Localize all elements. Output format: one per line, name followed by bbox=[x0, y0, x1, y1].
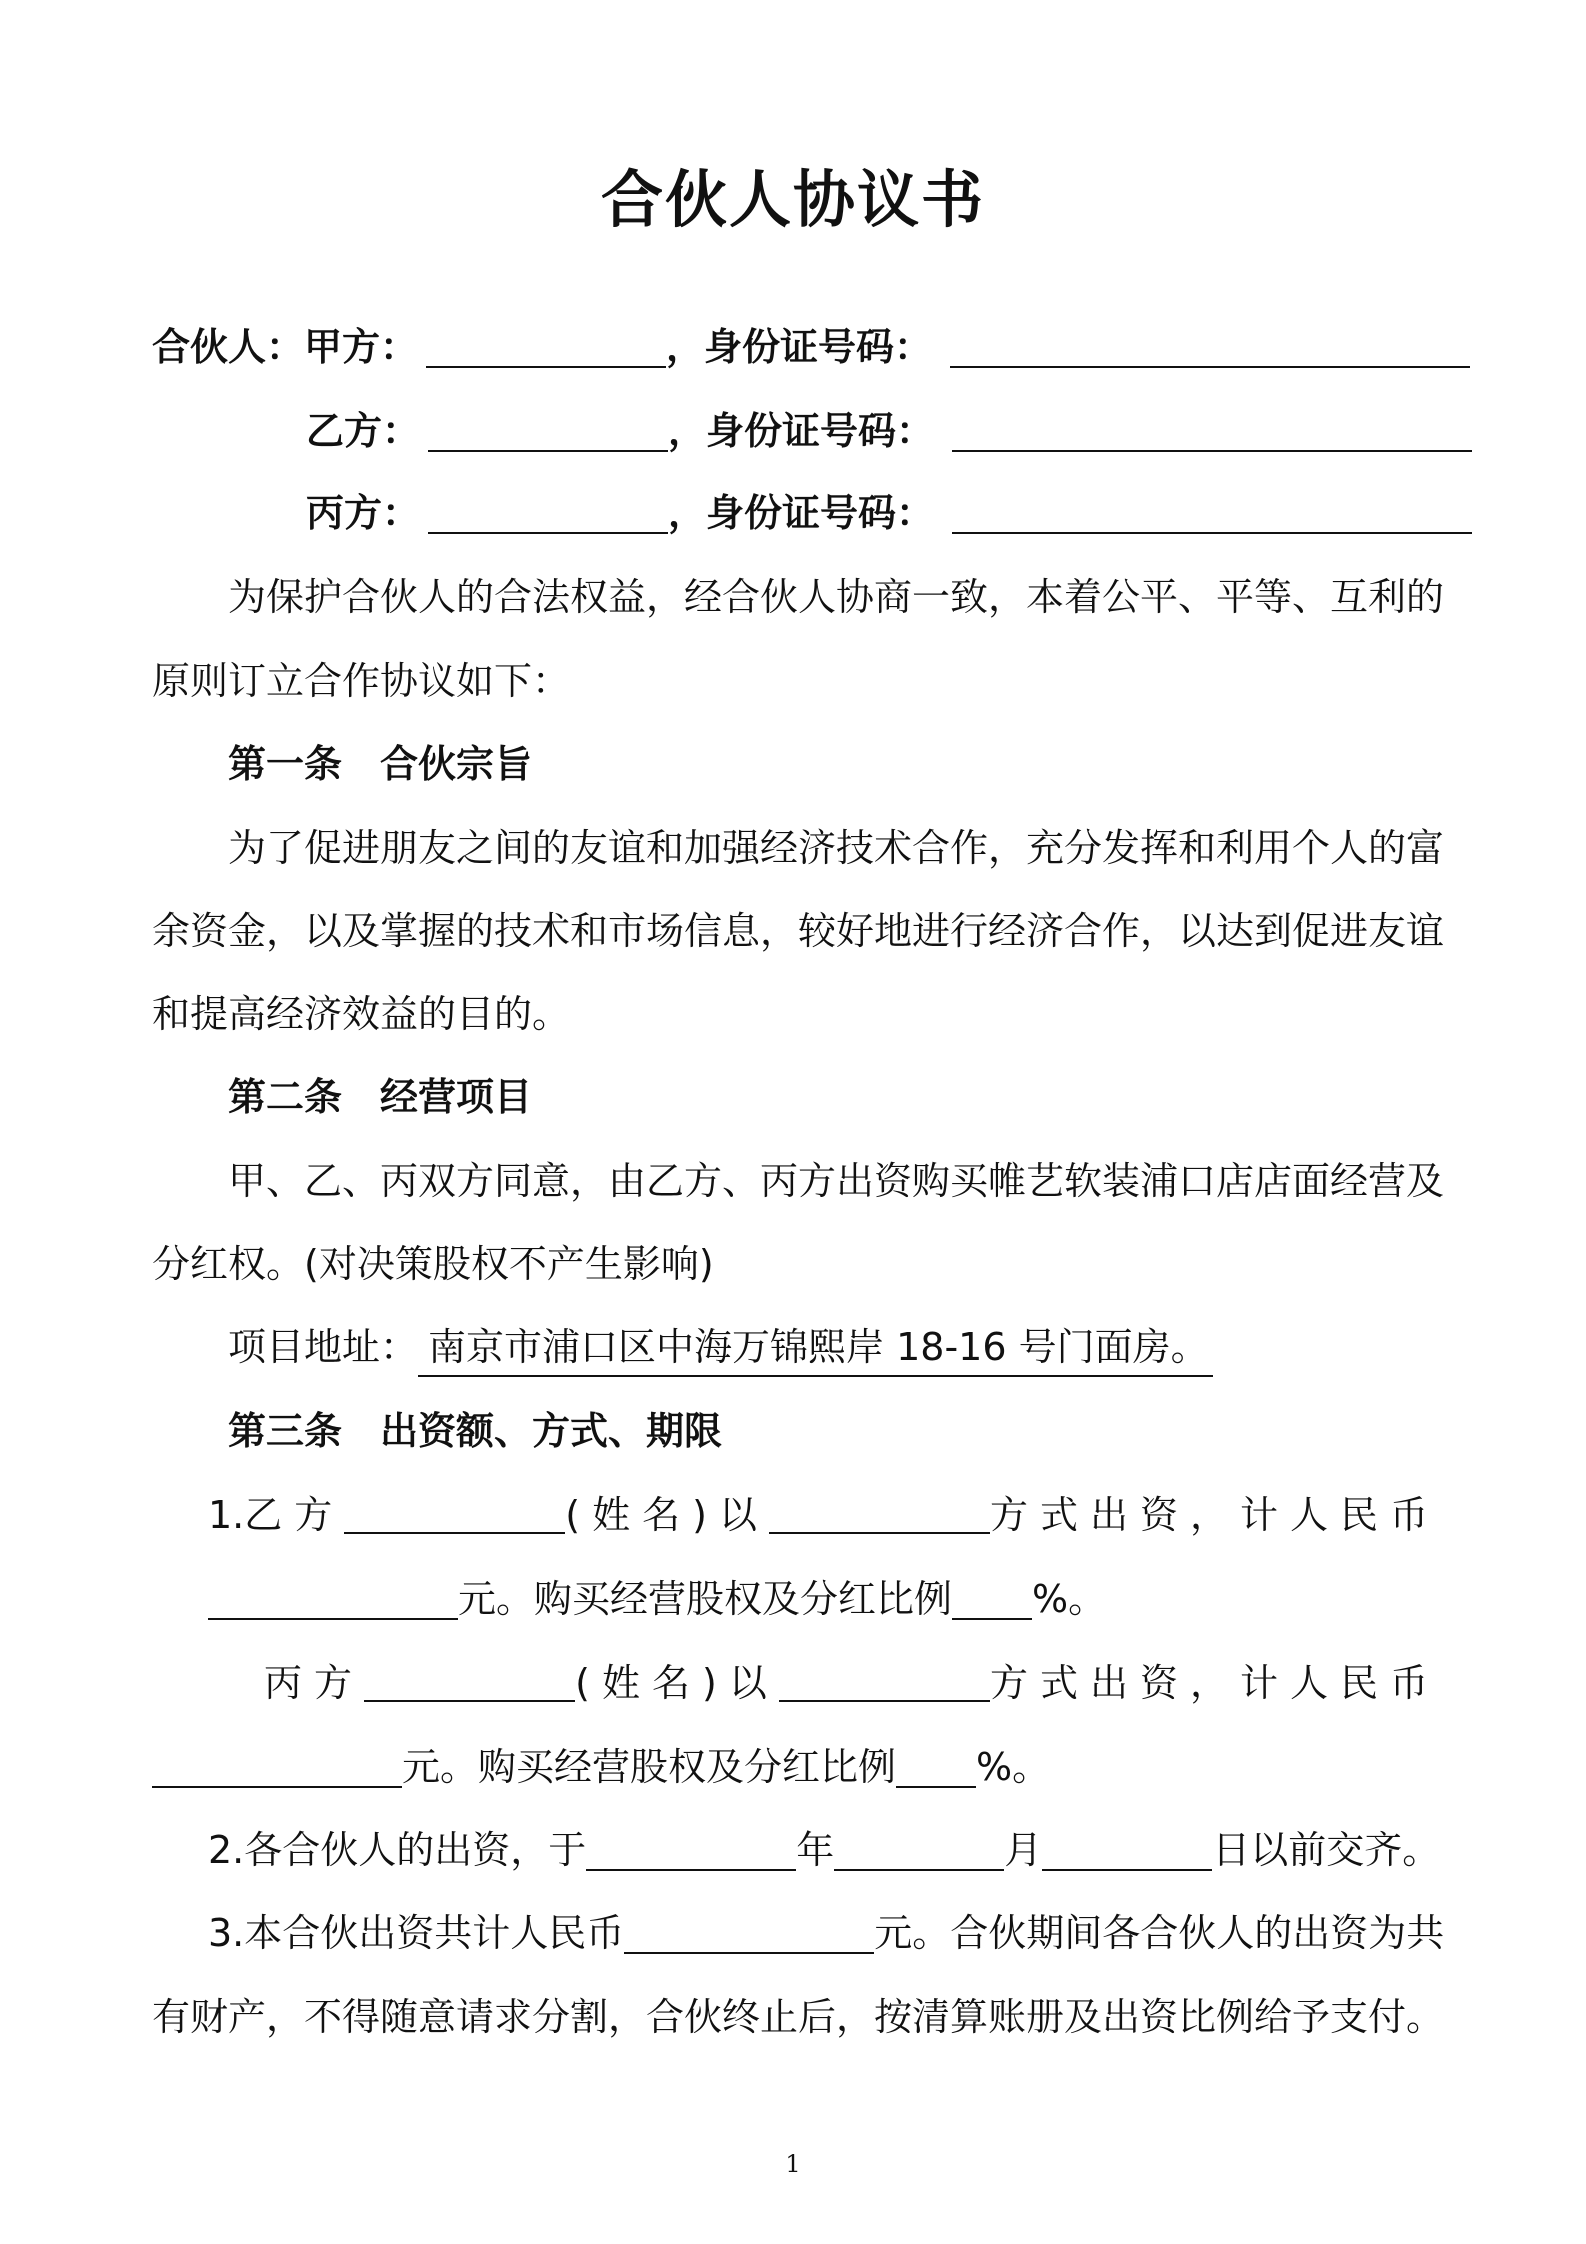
item-1-percent: %。 bbox=[1032, 1577, 1107, 1621]
item-1b-amount-blank[interactable] bbox=[152, 1776, 402, 1788]
article-3-heading-sub: 出资额、方式、期限 bbox=[380, 1409, 723, 1453]
party-a-id-blank[interactable] bbox=[950, 356, 1470, 368]
item-1b-percent: %。 bbox=[976, 1745, 1051, 1789]
party-b-id-blank[interactable] bbox=[952, 440, 1472, 452]
item-1-name-part: (姓名)以 bbox=[565, 1493, 769, 1537]
item-1-name-blank[interactable] bbox=[344, 1522, 565, 1534]
party-b-id-label: ，身份证号码： bbox=[668, 409, 935, 453]
item-2-month: 月 bbox=[1004, 1828, 1043, 1872]
intro-line-2: 原则订立合作协议如下： bbox=[152, 659, 571, 703]
article-1-heading: 第一条 合伙宗旨 bbox=[228, 742, 533, 786]
party-a-row bbox=[152, 325, 1470, 369]
article-2-line-2: 分红权。(对决策股权不产生影响) bbox=[152, 1242, 714, 1286]
party-a-name-blank[interactable] bbox=[426, 356, 666, 368]
item-1-yuan-part: 元。购买经营股权及分红比例 bbox=[458, 1577, 953, 1621]
project-address-label: 项目地址： bbox=[228, 1325, 419, 1369]
item-2-text-a: 2.各合伙人的出资，于 bbox=[208, 1828, 587, 1872]
article-2-line-1: 甲、乙、丙双方同意，由乙方、丙方出资购买帷艺软装浦口店店面经营及 bbox=[228, 1159, 1445, 1203]
item-2-day: 日以前交齐。 bbox=[1212, 1828, 1441, 1872]
item-1-party: 乙方 bbox=[244, 1493, 345, 1537]
item-1-method-blank[interactable] bbox=[769, 1522, 990, 1534]
article-2-heading: 第二条 经营项目 bbox=[228, 1075, 533, 1119]
item-1b-amount-row bbox=[152, 1745, 1051, 1789]
article-1-line-2: 余资金，以及掌握的技术和市场信息，较好地进行经济合作，以达到促进友谊 bbox=[152, 909, 1445, 953]
party-b-name-blank[interactable] bbox=[428, 440, 668, 452]
item-1-method-part: 方式出资，计人民币 bbox=[989, 1493, 1440, 1537]
document-title: 合伙人协议书 bbox=[600, 163, 985, 236]
item-1-row bbox=[208, 1493, 1440, 1537]
party-c-id-label: ，身份证号码： bbox=[668, 491, 935, 535]
item-1b-method-part: 方式出资，计人民币 bbox=[989, 1661, 1440, 1705]
item-1b-method-blank[interactable] bbox=[779, 1690, 990, 1702]
item-2-year: 年 bbox=[796, 1828, 835, 1872]
party-c-label: 丙方： bbox=[306, 491, 421, 535]
item-2-month-blank[interactable] bbox=[834, 1859, 1004, 1871]
item-1-amount-row bbox=[208, 1577, 1107, 1621]
item-3-row bbox=[208, 1911, 1445, 1955]
item-1-ratio-blank[interactable] bbox=[952, 1608, 1032, 1620]
party-c-row bbox=[306, 491, 1472, 535]
item-1b-ratio-blank[interactable] bbox=[896, 1776, 976, 1788]
item-1b-name-blank[interactable] bbox=[364, 1690, 575, 1702]
item-1b-name-part: (姓名)以 bbox=[575, 1661, 779, 1705]
project-address-row bbox=[228, 1325, 1213, 1369]
project-address-value: 南京市浦口区中海万锦熙岸 18-16 号门面房。 bbox=[418, 1325, 1213, 1377]
item-2-row bbox=[208, 1828, 1441, 1872]
item-3-line-2: 有财产，不得随意请求分割，合伙终止后，按清算账册及出资比例给予支付。 bbox=[152, 1995, 1445, 2039]
item-1-amount-blank[interactable] bbox=[208, 1608, 458, 1620]
item-2-year-blank[interactable] bbox=[586, 1859, 796, 1871]
item-1b-party: 丙方 bbox=[264, 1661, 365, 1705]
article-1-line-3: 和提高经济效益的目的。 bbox=[152, 992, 571, 1036]
item-3-amount-blank[interactable] bbox=[624, 1942, 874, 1954]
party-c-id-blank[interactable] bbox=[952, 522, 1472, 534]
party-b-row bbox=[306, 409, 1472, 453]
page-number: 1 bbox=[785, 2150, 801, 2178]
item-2-day-blank[interactable] bbox=[1042, 1859, 1212, 1871]
item-1-prefix: 1. bbox=[208, 1493, 245, 1537]
item-3-text-b: 元。合伙期间各合伙人的出资为共 bbox=[874, 1911, 1445, 1955]
article-3-heading: 第三条 bbox=[228, 1409, 343, 1453]
item-3-text-a: 3.本合伙出资共计人民币 bbox=[208, 1911, 625, 1955]
party-a-id-label: ，身份证号码： bbox=[666, 325, 933, 369]
party-a-label: 甲方： bbox=[304, 325, 419, 369]
party-c-name-blank[interactable] bbox=[428, 522, 668, 534]
article-3-heading-row bbox=[228, 1409, 723, 1453]
article-1-line-1: 为了促进朋友之间的友谊和加强经济技术合作，充分发挥和利用个人的富 bbox=[228, 826, 1445, 870]
item-1b-row bbox=[264, 1661, 1440, 1705]
party-b-label: 乙方： bbox=[306, 409, 421, 453]
item-1b-yuan-part: 元。购买经营股权及分红比例 bbox=[402, 1745, 897, 1789]
intro-line-1: 为保护合伙人的合法权益，经合伙人协商一致，本着公平、平等、互利的 bbox=[228, 575, 1445, 619]
partners-label: 合伙人： bbox=[152, 325, 305, 369]
